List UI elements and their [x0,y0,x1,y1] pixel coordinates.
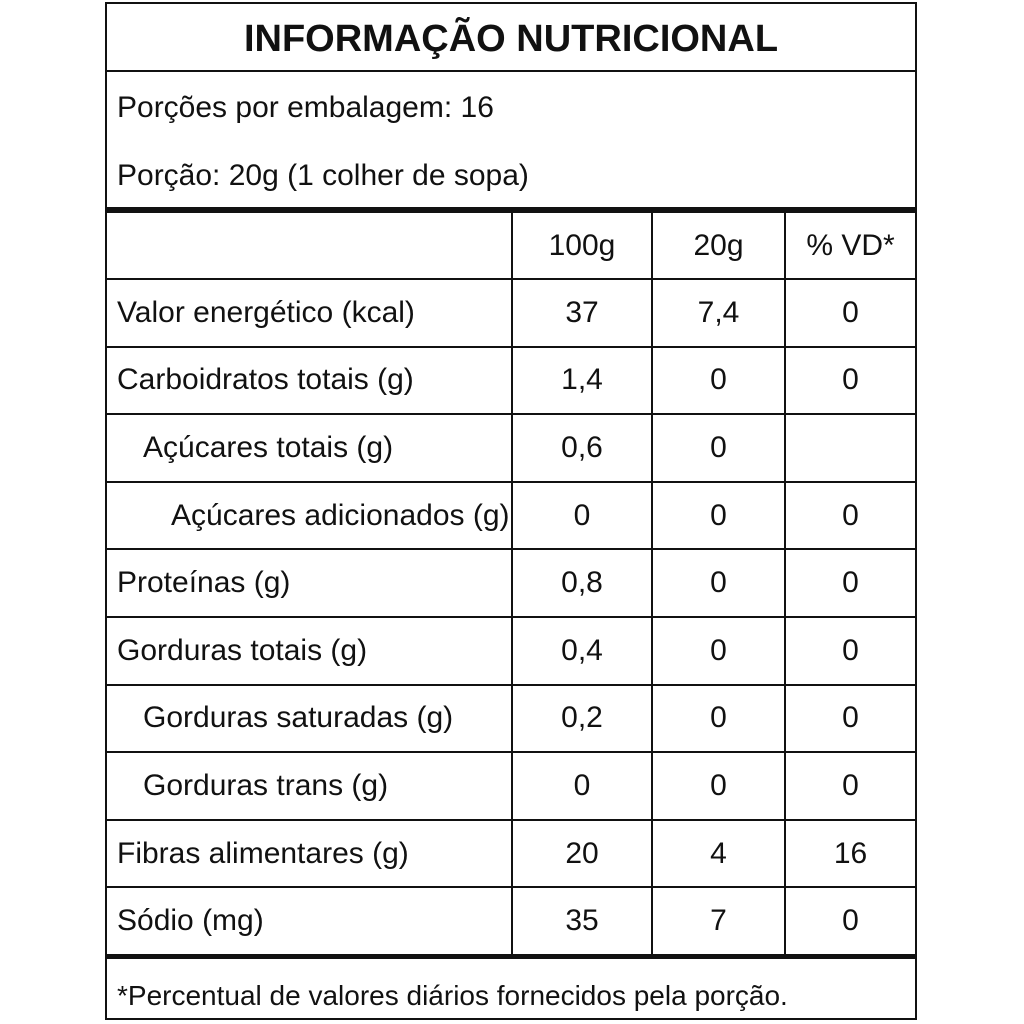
value-daily-percent: 0 [786,686,915,754]
value-per-serving: 4 [653,821,786,889]
value-per-serving: 7,4 [653,280,786,348]
value-per-serving: 0 [653,686,786,754]
value-daily-percent: 0 [786,618,915,686]
nutrient-name: Gorduras totais (g) [107,618,513,686]
value-per-serving: 0 [653,753,786,821]
value-per-serving: 0 [653,348,786,416]
value-daily-percent: 0 [786,550,915,618]
servings-per-package: Porções por embalagem: 16 [117,91,494,124]
nutrient-name: Carboidratos totais (g) [107,348,513,416]
serving-size: Porção: 20g (1 colher de sopa) [117,159,529,192]
header-per-serving: 20g [653,213,786,280]
value-per-100g: 37 [513,280,653,348]
value-daily-percent: 0 [786,348,915,416]
label-title: INFORMAÇÃO NUTRICIONAL [107,4,915,72]
value-daily-percent: 0 [786,753,915,821]
footer-divider [107,954,915,959]
value-per-100g: 0,6 [513,415,653,483]
value-per-100g: 35 [513,888,653,956]
nutrient-name: Gorduras saturadas (g) [107,686,513,754]
value-per-100g: 1,4 [513,348,653,416]
value-daily-percent: 0 [786,280,915,348]
nutrition-table [107,213,915,956]
header-daily-value: % VD* [786,213,915,280]
nutrient-name: Sódio (mg) [107,888,513,956]
nutrient-name: Açúcares adicionados (g) [107,483,513,551]
nutrient-name: Proteínas (g) [107,550,513,618]
footnote: *Percentual de valores diários fornecidos pela porção. [117,980,788,1011]
value-per-100g: 0 [513,753,653,821]
nutrition-facts-label [105,2,917,1020]
value-per-100g: 0,8 [513,550,653,618]
value-daily-percent: 0 [786,888,915,956]
nutrient-name: Valor energético (kcal) [107,280,513,348]
value-per-serving: 0 [653,483,786,551]
nutrient-name: Fibras alimentares (g) [107,821,513,889]
value-per-100g: 0,4 [513,618,653,686]
value-per-100g: 0,2 [513,686,653,754]
value-per-serving: 7 [653,888,786,956]
nutrient-name: Açúcares totais (g) [107,415,513,483]
value-per-serving: 0 [653,550,786,618]
value-per-100g: 0 [513,483,653,551]
nutrient-name: Gorduras trans (g) [107,753,513,821]
value-per-serving: 0 [653,415,786,483]
header-per-100g: 100g [513,213,653,280]
value-per-serving: 0 [653,618,786,686]
value-daily-percent: 16 [786,821,915,889]
value-per-100g: 20 [513,821,653,889]
header-nutrient [107,213,513,280]
value-daily-percent: 0 [786,483,915,551]
value-daily-percent [786,415,915,483]
